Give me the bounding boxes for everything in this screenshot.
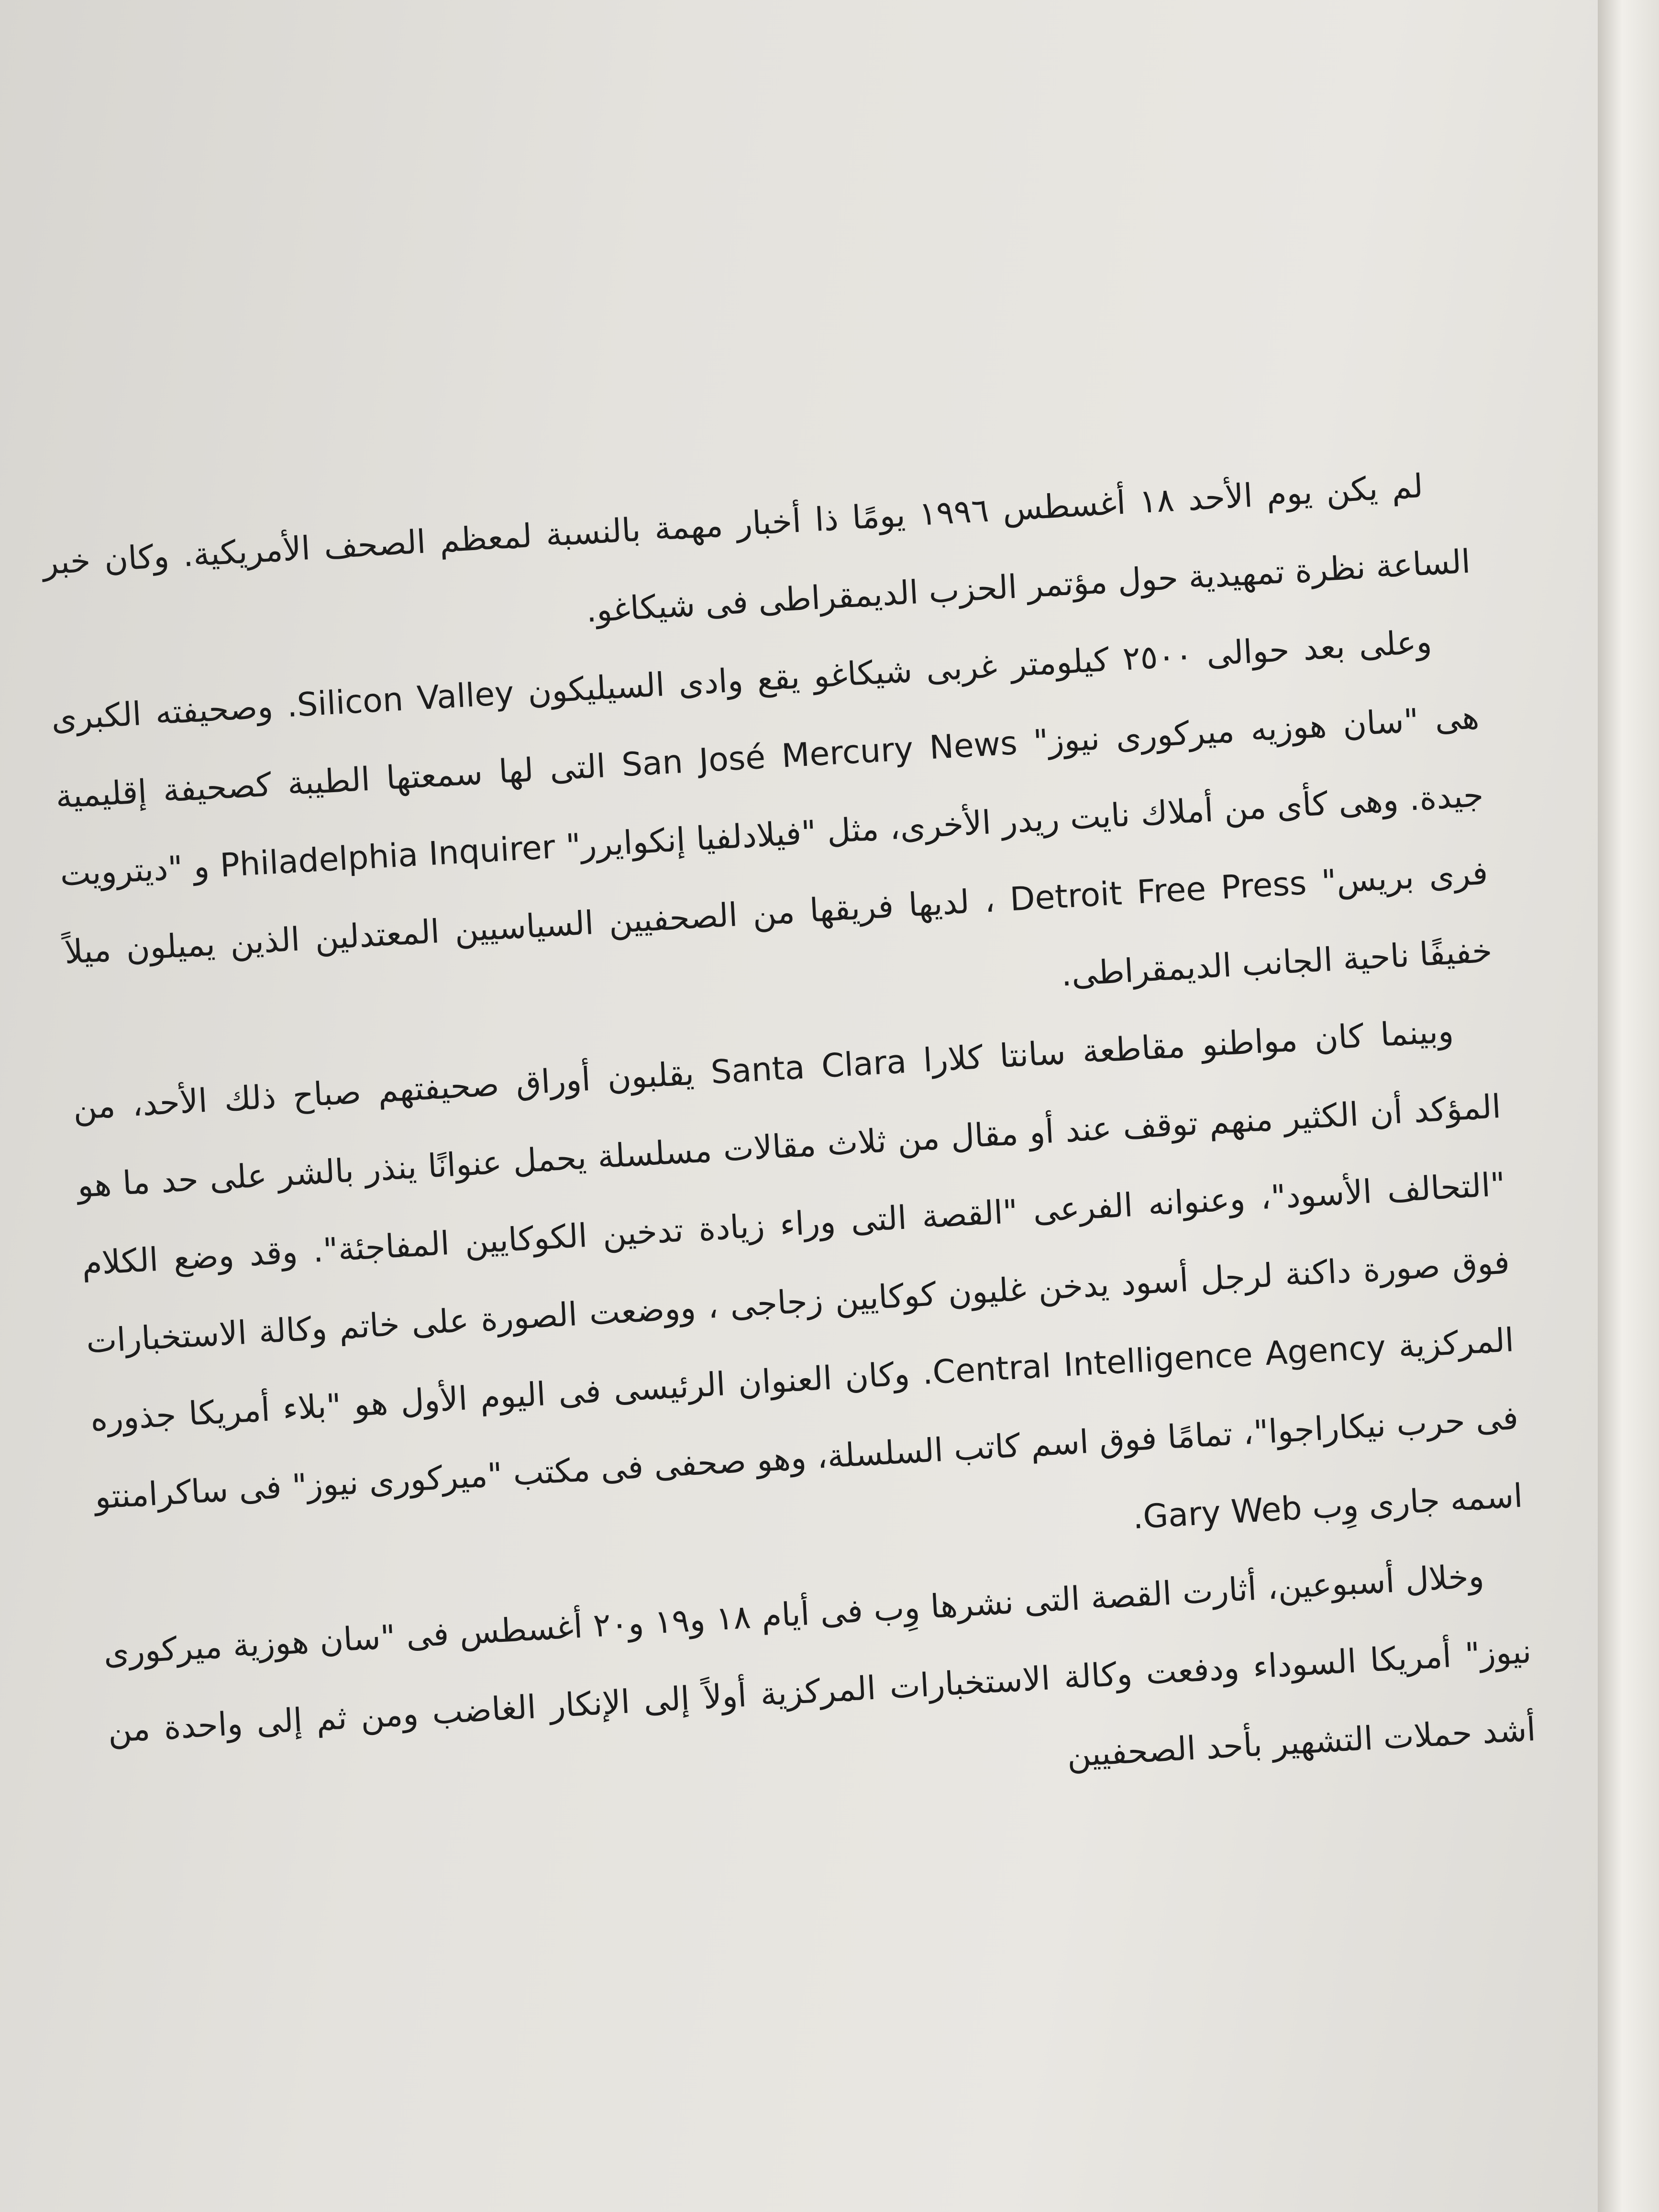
paragraph-4: وخلال أسبوعين، أثارت القصة التى نشرها وِب فى أيام ١٨ و١٩ و٢٠ أغسطس فى "سان هوزية ميركورى نيوز" أمريكا السوداء ودفعت وكالة الاستخبارات المركزية أولاً إلى الإنكار الغاضب ومن ثم إلى واحدة من أشد حملات التشهير بأحد الصحفيين: [102, 1557, 1537, 1775]
paragraph-1: لم يكن يوم الأحد ١٨ أغسطس ١٩٩٦ يومًا ذا أخبار مهمة بالنسبة لمعظم الصحف الأمريكية. وكان خبر الساعة نظرة تمهيدية حول مؤتمر الحزب الديمقراطى فى شيكاغو.: [41, 467, 1471, 630]
paragraph-3: وبينما كان مواطنو مقاطعة سانتا كلارا Santa Clara يقلبون أوراق صحيفتهم صباح ذلك الأحد، من المؤكد أن الكثير منهم توقف عند أو مقال من ثلاث مقالات مسلسلة يحمل عنوانًا ينذر بالشر على حد ما هو "التحالف الأسود"، وعنوانه الفرعى "القصة التى وراء زيادة تدخين الكوكايين المفاجئة". وقد وضع الكلام فوق صورة داكنة لرجل أسود يدخن غليون كوكايين زجاجى ، ووضعت الصورة على خاتم وكالة الاستخبارات المركزية Central Intelligence Agency. وكان العنوان الرئيسى فى اليوم الأول هو "بلاء أمريكا جذوره فى حرب نيكاراجوا"، تمامًا فوق اسم كاتب السلسلة، وهو صحفى فى مكتب "ميركورى نيوز" فى ساكرامنتو اسمه جارى وِب Gary Web.: [72, 1012, 1524, 1537]
page-body-text: [41, 445, 1538, 1848]
paragraph-2: وعلى بعد حوالى ٢٥٠٠ كيلومتر غربى شيكاغو يقع وادى السيليكون Silicon Valley. وصحيفته الكبرى هى "سان هوزيه ميركورى نيوز" San José Mercury News التى لها سمعتها الطيبة كصحيفة إقليمية جيدة. وهى كأى من أملاك نايت ريدر الأخرى، مثل "فيلادلفيا إنكوايرر" Philadelphia Inquirer و "ديترويت فرى بريس" Detroit Free Press ، لديها فريقها من الصحفيين السياسيين المعتدلين الذين يميلون ميلاً خفيفًا ناحية الجانب الديمقراطى.: [50, 623, 1493, 994]
adjacent-page-edge: [1598, 0, 1659, 2212]
